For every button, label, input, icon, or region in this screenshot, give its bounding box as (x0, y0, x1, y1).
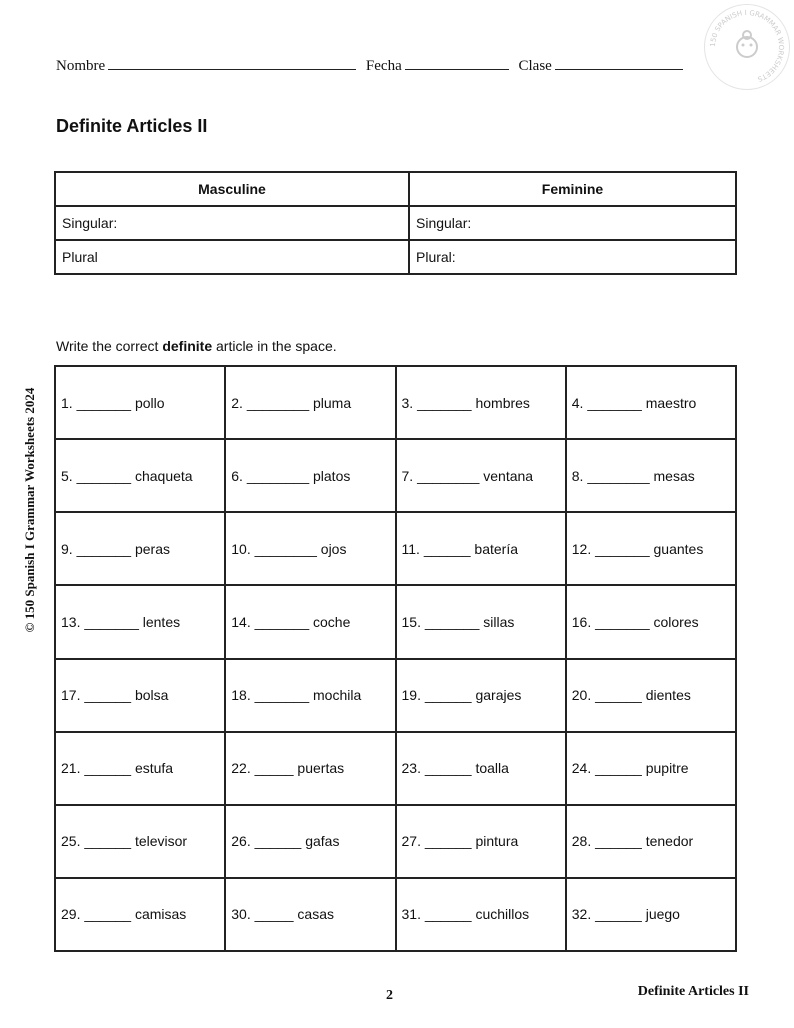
exercise-grid (54, 365, 737, 952)
feminine-plural-cell[interactable]: Plural: (409, 240, 736, 274)
name-label: Nombre (56, 58, 106, 74)
exercise-item[interactable]: 26. ______ gafas (225, 805, 395, 878)
feminine-singular-cell[interactable]: Singular: (409, 206, 736, 240)
exercise-item[interactable]: 22. _____ puertas (225, 732, 395, 805)
exercise-item[interactable]: 29. ______ camisas (55, 878, 225, 951)
footer-title: Definite Articles II (637, 984, 749, 999)
exercise-item[interactable]: 17. ______ bolsa (55, 659, 225, 732)
exercise-item[interactable]: 18. _______ mochila (225, 659, 395, 732)
date-label: Fecha (365, 58, 402, 74)
exercise-item[interactable]: 4. _______ maestro (566, 366, 736, 439)
exercise-item[interactable]: 24. ______ pupitre (566, 732, 736, 805)
class-label: Clase (518, 58, 552, 74)
exercise-item[interactable]: 8. ________ mesas (566, 439, 736, 512)
exercise-item[interactable]: 15. _______ sillas (396, 585, 566, 658)
exercise-item[interactable]: 2. ________ pluma (225, 366, 395, 439)
exercise-item[interactable]: 19. ______ garajes (396, 659, 566, 732)
masculine-plural-cell[interactable]: Plural (55, 240, 409, 274)
exercise-row (55, 805, 736, 878)
exercise-item[interactable]: 21. ______ estufa (55, 732, 225, 805)
instruction-bold: definite (162, 338, 213, 354)
exercise-item[interactable]: 13. _______ lentes (55, 585, 225, 658)
exercise-item[interactable]: 6. ________ platos (225, 439, 395, 512)
exercise-item[interactable]: 1. _______ pollo (55, 366, 225, 439)
page-title: Definite Articles II (56, 116, 208, 136)
masculine-singular-cell[interactable]: Singular: (55, 206, 409, 240)
date-field[interactable] (405, 55, 509, 70)
exercise-item[interactable]: 28. ______ tenedor (566, 805, 736, 878)
exercise-item[interactable]: 7. ________ ventana (396, 439, 566, 512)
exercise-row (55, 878, 736, 951)
svg-text:150 SPANISH I GRAMMAR WORKSHEE (709, 9, 785, 83)
exercise-item[interactable]: 11. ______ batería (396, 512, 566, 585)
exercise-row (55, 585, 736, 658)
instruction-after: article in the space. (212, 338, 337, 354)
exercise-item[interactable]: 5. _______ chaqueta (55, 439, 225, 512)
exercise-item[interactable]: 20. ______ dientes (566, 659, 736, 732)
exercise-item[interactable]: 30. _____ casas (225, 878, 395, 951)
instruction-text (56, 338, 337, 354)
class-field[interactable] (555, 55, 683, 70)
name-field[interactable] (108, 55, 356, 70)
student-info-line (56, 55, 689, 75)
header-masculine: Masculine (55, 172, 409, 206)
exercise-row (55, 439, 736, 512)
exercise-item[interactable]: 31. ______ cuchillos (396, 878, 566, 951)
exercise-row (55, 366, 736, 439)
header-feminine: Feminine (409, 172, 736, 206)
copyright-side-text: © 150 Spanish I Grammar Worksheets 2024 (22, 387, 37, 633)
seal-text: 150 SPANISH I GRAMMAR WORKSHEETS (708, 8, 786, 83)
exercise-item[interactable]: 9. _______ peras (55, 512, 225, 585)
page-number: 2 (386, 988, 393, 1003)
exercise-item[interactable]: 16. _______ colores (566, 585, 736, 658)
exercise-row (55, 659, 736, 732)
exercise-item[interactable]: 3. _______ hombres (396, 366, 566, 439)
articles-table (54, 171, 737, 275)
logo-seal (704, 4, 790, 90)
exercise-row (55, 732, 736, 805)
exercise-item[interactable]: 14. _______ coche (225, 585, 395, 658)
exercise-item[interactable]: 25. ______ televisor (55, 805, 225, 878)
exercise-row (55, 512, 736, 585)
exercise-item[interactable]: 12. _______ guantes (566, 512, 736, 585)
exercise-item[interactable]: 10. ________ ojos (225, 512, 395, 585)
exercise-item[interactable]: 23. ______ toalla (396, 732, 566, 805)
instruction-before: Write the correct (56, 338, 163, 354)
exercise-item[interactable]: 32. ______ juego (566, 878, 736, 951)
exercise-item[interactable]: 27. ______ pintura (396, 805, 566, 878)
